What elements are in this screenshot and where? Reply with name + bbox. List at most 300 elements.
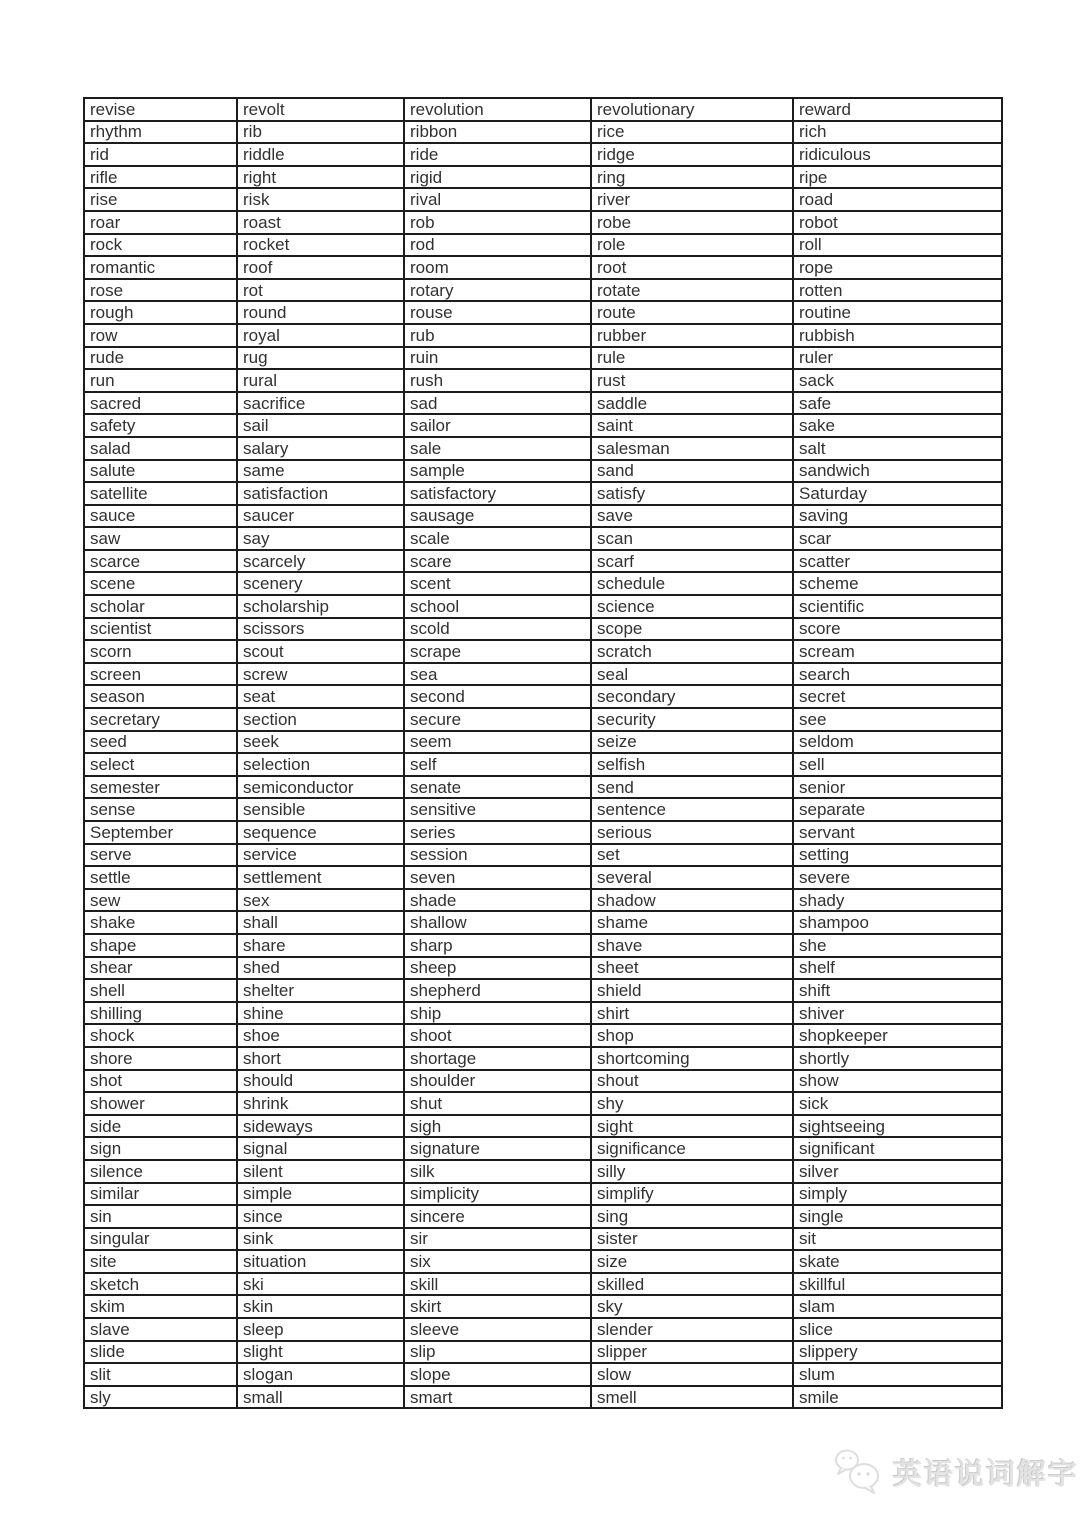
- word-cell: sharp: [404, 934, 591, 957]
- table-row: [84, 1092, 1002, 1115]
- word-cell: roll: [793, 234, 1002, 257]
- word-cell: scorn: [84, 640, 237, 663]
- table-row: [84, 1295, 1002, 1318]
- word-cell: scope: [591, 618, 793, 641]
- table-row: [84, 957, 1002, 980]
- table-row: [84, 1115, 1002, 1138]
- word-cell: shame: [591, 911, 793, 934]
- word-cell: sequence: [237, 821, 404, 844]
- word-cell: scissors: [237, 618, 404, 641]
- table-row: [84, 1228, 1002, 1251]
- word-cell: senate: [404, 776, 591, 799]
- word-cell: shine: [237, 1002, 404, 1025]
- word-cell: shell: [84, 979, 237, 1002]
- word-cell: silence: [84, 1160, 237, 1183]
- word-cell: silver: [793, 1160, 1002, 1183]
- word-cell: salad: [84, 437, 237, 460]
- word-cell: satellite: [84, 482, 237, 505]
- word-cell: side: [84, 1115, 237, 1138]
- word-cell: seed: [84, 731, 237, 754]
- word-cell: simplicity: [404, 1183, 591, 1206]
- word-cell: romantic: [84, 256, 237, 279]
- word-cell: slip: [404, 1341, 591, 1364]
- word-cell: scare: [404, 550, 591, 573]
- word-cell: seize: [591, 731, 793, 754]
- table-row: [84, 640, 1002, 663]
- word-cell: shape: [84, 934, 237, 957]
- word-cell: sample: [404, 460, 591, 483]
- word-cell: seem: [404, 731, 591, 754]
- word-cell: robot: [793, 211, 1002, 234]
- word-cell: series: [404, 821, 591, 844]
- table-row: [84, 1205, 1002, 1228]
- watermark: [833, 1448, 1079, 1496]
- word-cell: simplify: [591, 1183, 793, 1206]
- word-cell: row: [84, 324, 237, 347]
- word-cell: slide: [84, 1341, 237, 1364]
- table-row: [84, 414, 1002, 437]
- word-cell: shade: [404, 889, 591, 912]
- word-cell: sacrifice: [237, 392, 404, 415]
- word-cell: sign: [84, 1137, 237, 1160]
- table-row: [84, 1024, 1002, 1047]
- word-cell: seek: [237, 731, 404, 754]
- word-cell: skate: [793, 1250, 1002, 1273]
- word-cell: rub: [404, 324, 591, 347]
- word-cell: shrink: [237, 1092, 404, 1115]
- word-cell: shiver: [793, 1002, 1002, 1025]
- table-row: [84, 663, 1002, 686]
- word-cell: sincere: [404, 1205, 591, 1228]
- word-cell: shadow: [591, 889, 793, 912]
- word-cell: rhythm: [84, 121, 237, 144]
- word-cell: sing: [591, 1205, 793, 1228]
- word-cell: ridiculous: [793, 143, 1002, 166]
- word-cell: slit: [84, 1363, 237, 1386]
- word-cell: shall: [237, 911, 404, 934]
- word-cell: shake: [84, 911, 237, 934]
- word-cell: six: [404, 1250, 591, 1273]
- word-cell: rust: [591, 369, 793, 392]
- word-cell: security: [591, 708, 793, 731]
- word-cell: September: [84, 821, 237, 844]
- word-cell: revolutionary: [591, 98, 793, 121]
- word-cell: search: [793, 663, 1002, 686]
- word-cell: rob: [404, 211, 591, 234]
- word-cell: self: [404, 753, 591, 776]
- word-cell: satisfactory: [404, 482, 591, 505]
- word-cell: skill: [404, 1273, 591, 1296]
- word-cell: show: [793, 1070, 1002, 1093]
- word-cell: shortcoming: [591, 1047, 793, 1070]
- word-cell: see: [793, 708, 1002, 731]
- table-row: [84, 1386, 1002, 1409]
- word-cell: sky: [591, 1295, 793, 1318]
- table-row: [84, 1047, 1002, 1070]
- word-cell: situation: [237, 1250, 404, 1273]
- word-cell: sex: [237, 889, 404, 912]
- word-cell: seat: [237, 685, 404, 708]
- word-cell: Saturday: [793, 482, 1002, 505]
- word-cell: rid: [84, 143, 237, 166]
- word-cell: sentence: [591, 798, 793, 821]
- word-cell: sleep: [237, 1318, 404, 1341]
- word-cell: roof: [237, 256, 404, 279]
- word-cell: scientist: [84, 618, 237, 641]
- word-cell: sacred: [84, 392, 237, 415]
- word-cell: shoulder: [404, 1070, 591, 1093]
- word-cell: smart: [404, 1386, 591, 1409]
- word-cell: sausage: [404, 505, 591, 528]
- word-cell: saddle: [591, 392, 793, 415]
- table-row: [84, 685, 1002, 708]
- word-cell: rotten: [793, 279, 1002, 302]
- table-row: [84, 708, 1002, 731]
- table-row: [84, 776, 1002, 799]
- word-cell: rifle: [84, 166, 237, 189]
- word-cell: small: [237, 1386, 404, 1409]
- table-row: [84, 347, 1002, 370]
- table-row: [84, 1183, 1002, 1206]
- table-row: [84, 572, 1002, 595]
- word-cell: shoe: [237, 1024, 404, 1047]
- word-cell: sense: [84, 798, 237, 821]
- table-row: [84, 1363, 1002, 1386]
- table-row: [84, 618, 1002, 641]
- word-cell: sensible: [237, 798, 404, 821]
- word-cell: serious: [591, 821, 793, 844]
- word-cell: rotary: [404, 279, 591, 302]
- word-cell: slogan: [237, 1363, 404, 1386]
- word-cell: rocket: [237, 234, 404, 257]
- word-cell: secretary: [84, 708, 237, 731]
- word-cell: slam: [793, 1295, 1002, 1318]
- table-row: [84, 324, 1002, 347]
- word-cell: screw: [237, 663, 404, 686]
- word-cell: shot: [84, 1070, 237, 1093]
- word-cell: smell: [591, 1386, 793, 1409]
- word-cell: rope: [793, 256, 1002, 279]
- table-row: [84, 392, 1002, 415]
- word-cell: save: [591, 505, 793, 528]
- word-cell: sketch: [84, 1273, 237, 1296]
- word-cell: sand: [591, 460, 793, 483]
- word-cell: ribbon: [404, 121, 591, 144]
- watermark-label: 英语说词解字: [893, 1458, 1080, 1491]
- word-cell: sick: [793, 1092, 1002, 1115]
- word-cell: shilling: [84, 1002, 237, 1025]
- word-cell: robe: [591, 211, 793, 234]
- word-cell: shy: [591, 1092, 793, 1115]
- word-cell: site: [84, 1250, 237, 1273]
- word-cell: sake: [793, 414, 1002, 437]
- table-row: [84, 301, 1002, 324]
- word-cell: risk: [237, 188, 404, 211]
- word-cell: sideways: [237, 1115, 404, 1138]
- word-cell: right: [237, 166, 404, 189]
- word-cell: rouse: [404, 301, 591, 324]
- word-cell: salesman: [591, 437, 793, 460]
- table-row: [84, 143, 1002, 166]
- word-cell: senior: [793, 776, 1002, 799]
- word-cell: selfish: [591, 753, 793, 776]
- word-cell: room: [404, 256, 591, 279]
- table-row: [84, 866, 1002, 889]
- word-cell: significance: [591, 1137, 793, 1160]
- table-row: [84, 121, 1002, 144]
- word-cell: severe: [793, 866, 1002, 889]
- word-cell: sleeve: [404, 1318, 591, 1341]
- word-cell: revolt: [237, 98, 404, 121]
- word-cell: share: [237, 934, 404, 957]
- word-cell: rug: [237, 347, 404, 370]
- word-cell: settle: [84, 866, 237, 889]
- word-cell: rose: [84, 279, 237, 302]
- word-cell: skirt: [404, 1295, 591, 1318]
- word-cell: shock: [84, 1024, 237, 1047]
- word-cell: rubbish: [793, 324, 1002, 347]
- word-cell: saw: [84, 527, 237, 550]
- word-cell: score: [793, 618, 1002, 641]
- word-cell: ring: [591, 166, 793, 189]
- word-cell: sight: [591, 1115, 793, 1138]
- word-cell: skilled: [591, 1273, 793, 1296]
- word-cell: rice: [591, 121, 793, 144]
- word-cell: rush: [404, 369, 591, 392]
- word-cell: signature: [404, 1137, 591, 1160]
- word-cell: skillful: [793, 1273, 1002, 1296]
- word-cell: scan: [591, 527, 793, 550]
- table-row: [84, 234, 1002, 257]
- word-cell: shut: [404, 1092, 591, 1115]
- word-cell: scarce: [84, 550, 237, 573]
- word-cell: riddle: [237, 143, 404, 166]
- table-row: [84, 821, 1002, 844]
- word-cell: routine: [793, 301, 1002, 324]
- word-cell: semester: [84, 776, 237, 799]
- word-cell: scratch: [591, 640, 793, 663]
- word-cell: slipper: [591, 1341, 793, 1364]
- table-row: [84, 1341, 1002, 1364]
- word-cell: sauce: [84, 505, 237, 528]
- word-cell: scale: [404, 527, 591, 550]
- word-cell: reward: [793, 98, 1002, 121]
- word-cell: shop: [591, 1024, 793, 1047]
- word-cell: secondary: [591, 685, 793, 708]
- word-cell: selection: [237, 753, 404, 776]
- word-cell: slight: [237, 1341, 404, 1364]
- word-cell: select: [84, 753, 237, 776]
- word-cell: sly: [84, 1386, 237, 1409]
- word-cell: rigid: [404, 166, 591, 189]
- word-cell: rich: [793, 121, 1002, 144]
- word-cell: ridge: [591, 143, 793, 166]
- word-cell: sensitive: [404, 798, 591, 821]
- word-cell: school: [404, 595, 591, 618]
- word-cell: sailor: [404, 414, 591, 437]
- table-row: [84, 1250, 1002, 1273]
- word-cell: should: [237, 1070, 404, 1093]
- word-cell: saucer: [237, 505, 404, 528]
- table-row: [84, 889, 1002, 912]
- word-cell: season: [84, 685, 237, 708]
- word-cell: since: [237, 1205, 404, 1228]
- table-row: [84, 934, 1002, 957]
- word-cell: scream: [793, 640, 1002, 663]
- word-cell: sheet: [591, 957, 793, 980]
- word-cell: royal: [237, 324, 404, 347]
- word-cell: scientific: [793, 595, 1002, 618]
- word-cell: service: [237, 844, 404, 867]
- word-cell: sew: [84, 889, 237, 912]
- word-cell: saving: [793, 505, 1002, 528]
- word-cell: slender: [591, 1318, 793, 1341]
- table-row: [84, 369, 1002, 392]
- word-cell: shopkeeper: [793, 1024, 1002, 1047]
- word-cell: simply: [793, 1183, 1002, 1206]
- word-cell: safe: [793, 392, 1002, 415]
- word-cell: sin: [84, 1205, 237, 1228]
- word-cell: shallow: [404, 911, 591, 934]
- word-cell: shower: [84, 1092, 237, 1115]
- word-cell: shave: [591, 934, 793, 957]
- word-cell: size: [591, 1250, 793, 1273]
- word-cell: rod: [404, 234, 591, 257]
- word-cell: shout: [591, 1070, 793, 1093]
- table-row: [84, 460, 1002, 483]
- word-cell: she: [793, 934, 1002, 957]
- table-row: [84, 482, 1002, 505]
- word-cell: shortage: [404, 1047, 591, 1070]
- word-cell: slippery: [793, 1341, 1002, 1364]
- word-cell: smile: [793, 1386, 1002, 1409]
- word-cell: shirt: [591, 1002, 793, 1025]
- word-cell: shed: [237, 957, 404, 980]
- word-cell: single: [793, 1205, 1002, 1228]
- word-cell: sink: [237, 1228, 404, 1251]
- word-cell: shelf: [793, 957, 1002, 980]
- word-cell: scheme: [793, 572, 1002, 595]
- table-row: [84, 731, 1002, 754]
- word-cell: shear: [84, 957, 237, 980]
- table-row: [84, 527, 1002, 550]
- word-cell: skim: [84, 1295, 237, 1318]
- word-cell: sell: [793, 753, 1002, 776]
- word-cell: skin: [237, 1295, 404, 1318]
- word-cell: shortly: [793, 1047, 1002, 1070]
- word-cell: run: [84, 369, 237, 392]
- table-row: [84, 911, 1002, 934]
- word-cell: simple: [237, 1183, 404, 1206]
- word-cell: schedule: [591, 572, 793, 595]
- word-cell: second: [404, 685, 591, 708]
- word-cell: secure: [404, 708, 591, 731]
- word-cell: salute: [84, 460, 237, 483]
- word-cell: scholarship: [237, 595, 404, 618]
- table-row: [84, 1070, 1002, 1093]
- word-cell: scatter: [793, 550, 1002, 573]
- word-cell: sheep: [404, 957, 591, 980]
- word-cell: shore: [84, 1047, 237, 1070]
- table-row: [84, 1318, 1002, 1341]
- word-cell: servant: [793, 821, 1002, 844]
- word-cell: scene: [84, 572, 237, 595]
- word-cell: sir: [404, 1228, 591, 1251]
- word-cell: seldom: [793, 731, 1002, 754]
- word-cell: slice: [793, 1318, 1002, 1341]
- word-cell: shelter: [237, 979, 404, 1002]
- word-cell: satisfaction: [237, 482, 404, 505]
- word-cell: sister: [591, 1228, 793, 1251]
- word-cell: ski: [237, 1273, 404, 1296]
- word-cell: screen: [84, 663, 237, 686]
- word-cell: ship: [404, 1002, 591, 1025]
- word-cell: rubber: [591, 324, 793, 347]
- word-cell: scent: [404, 572, 591, 595]
- word-cell: send: [591, 776, 793, 799]
- word-cell: scarcely: [237, 550, 404, 573]
- word-cell: serve: [84, 844, 237, 867]
- word-cell: scholar: [84, 595, 237, 618]
- word-cell: setting: [793, 844, 1002, 867]
- word-cell: rough: [84, 301, 237, 324]
- word-cell: ripe: [793, 166, 1002, 189]
- word-cell: slum: [793, 1363, 1002, 1386]
- word-cell: separate: [793, 798, 1002, 821]
- word-cell: rule: [591, 347, 793, 370]
- word-cell: slow: [591, 1363, 793, 1386]
- table-row: [84, 166, 1002, 189]
- word-cell: scarf: [591, 550, 793, 573]
- word-cell: slave: [84, 1318, 237, 1341]
- word-cell: rot: [237, 279, 404, 302]
- word-cell: rib: [237, 121, 404, 144]
- table-row: [84, 279, 1002, 302]
- word-cell: sea: [404, 663, 591, 686]
- word-cell: river: [591, 188, 793, 211]
- table-row: [84, 211, 1002, 234]
- word-cell: safety: [84, 414, 237, 437]
- word-cell: shampoo: [793, 911, 1002, 934]
- word-cell: same: [237, 460, 404, 483]
- word-cell: rotate: [591, 279, 793, 302]
- wechat-logo-icon: [833, 1448, 885, 1496]
- table-row: [84, 437, 1002, 460]
- word-cell: sad: [404, 392, 591, 415]
- word-cell: silent: [237, 1160, 404, 1183]
- word-cell: revolution: [404, 98, 591, 121]
- word-cell: say: [237, 527, 404, 550]
- table-row: [84, 844, 1002, 867]
- word-cell: route: [591, 301, 793, 324]
- word-cell: scrape: [404, 640, 591, 663]
- word-cell: semiconductor: [237, 776, 404, 799]
- word-cell: rude: [84, 347, 237, 370]
- word-cell: ruler: [793, 347, 1002, 370]
- table-row: [84, 188, 1002, 211]
- word-cell: satisfy: [591, 482, 793, 505]
- word-cell: section: [237, 708, 404, 731]
- word-cell: slope: [404, 1363, 591, 1386]
- word-cell: silly: [591, 1160, 793, 1183]
- table-row: [84, 1273, 1002, 1296]
- word-cell: roast: [237, 211, 404, 234]
- word-cell: role: [591, 234, 793, 257]
- word-cell: science: [591, 595, 793, 618]
- word-cell: rural: [237, 369, 404, 392]
- table-row: [84, 550, 1002, 573]
- table-row: [84, 256, 1002, 279]
